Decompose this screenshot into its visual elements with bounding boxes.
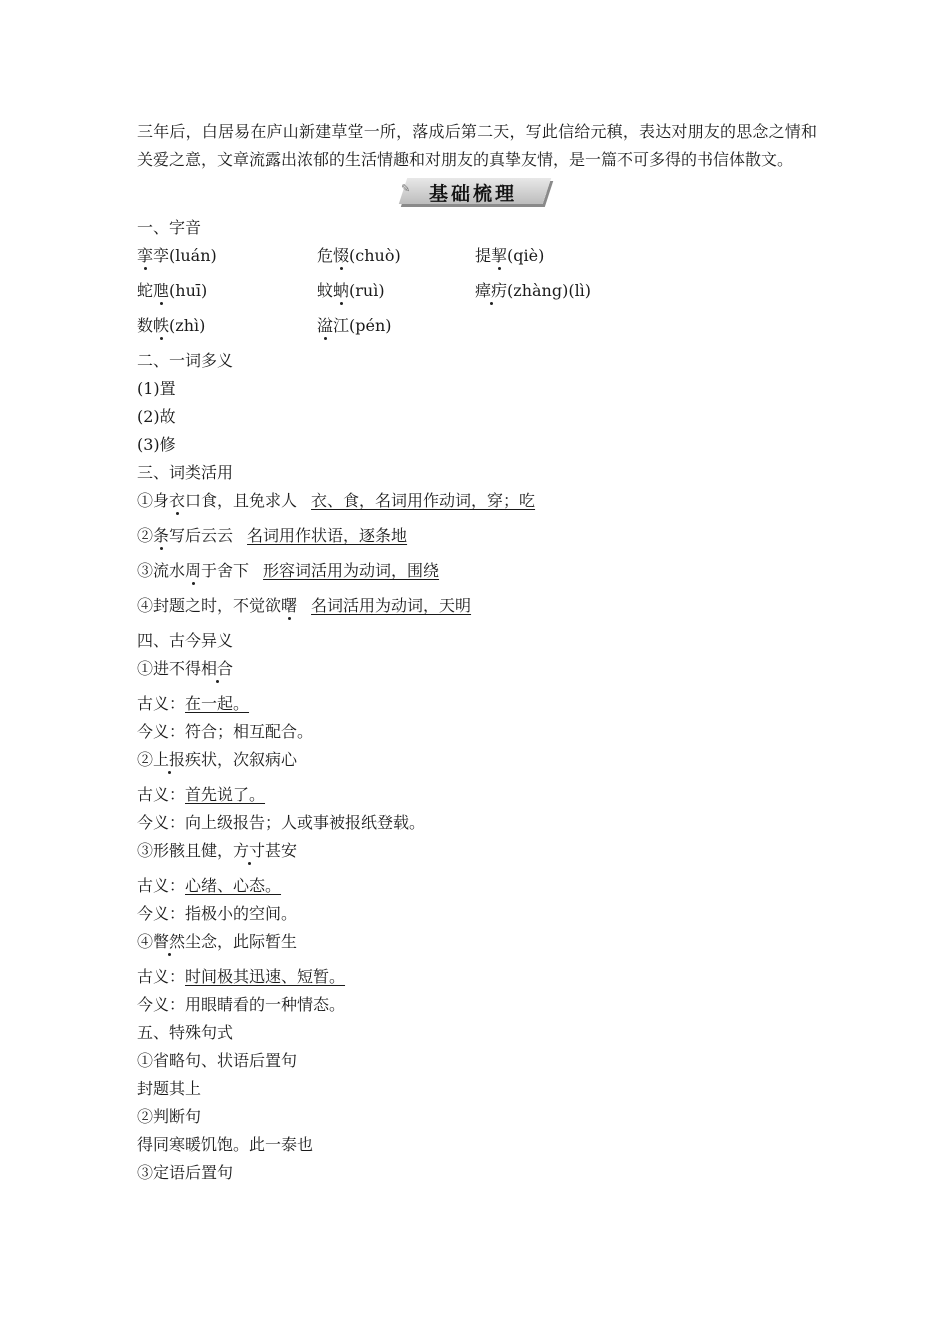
pron-item: 瘴疠(zhàng)(lì)	[475, 281, 592, 300]
meaning-item: ④瞥然尘念，此际暂生	[137, 932, 298, 951]
ancient-meaning: 古义：在一起。	[137, 694, 250, 713]
modern-meaning: 今义：用眼睛看的一种情态。	[137, 995, 346, 1014]
modern-meaning: 今义：向上级报告；人或事被报纸登载。	[137, 813, 426, 832]
pron-item: 挛孪(luán)	[137, 246, 217, 265]
meaning-item: ②上报疾状，次叙病心	[137, 750, 298, 769]
usage-item: ②条写后云云 名词用作状语，逐条地	[137, 526, 408, 545]
pron-item: 湓江(pén)	[317, 316, 392, 335]
answer: 形容词活用为动词，围绕	[263, 561, 440, 580]
usage-item: ①身衣口食，且免求人 衣、食，名词用作动词，穿；吃	[137, 491, 536, 510]
ancient-meaning: 古义：时间极其迅速、短暂。	[137, 967, 346, 986]
pronunciation-row	[137, 312, 817, 347]
pronunciation-row	[137, 242, 817, 277]
list-item: ②判断句	[137, 1107, 202, 1126]
list-item: ③定语后置句	[137, 1163, 234, 1182]
list-item: (2)故	[137, 407, 176, 426]
pron-item: 危惙(chuò)	[317, 246, 401, 265]
pronunciation-row	[137, 277, 817, 312]
list-item: (3)修	[137, 435, 176, 454]
answer: 衣、食，名词用作动词，穿；吃	[311, 491, 536, 510]
meaning-item: ①进不得相合	[137, 659, 234, 678]
section-title: 一、字音	[137, 218, 202, 237]
usage-item: ③流水周于舍下 形容词活用为动词，围绕	[137, 561, 440, 580]
document-page	[137, 118, 817, 1187]
answer: 名词活用为动词，天明	[311, 596, 472, 615]
section-title: 四、古今异义	[137, 631, 234, 650]
list-item: (1)置	[137, 379, 176, 398]
section-title: 二、一词多义	[137, 351, 234, 370]
section-banner	[137, 176, 817, 210]
pron-item: 数帙(zhì)	[137, 316, 206, 335]
ancient-meaning: 古义：心绪、心态。	[137, 876, 282, 895]
pron-item: 蛇虺(huī)	[137, 281, 208, 300]
ancient-meaning: 古义：首先说了。	[137, 785, 266, 804]
banner-decoration-icon: ✎	[401, 182, 411, 195]
list-item: 封题其上	[137, 1079, 202, 1098]
intro-paragraph: 三年后，白居易在庐山新建草堂一所，落成后第二天，写此信给元稹，表达对朋友的思念之情和关爱之意，文章流露出浓郁的生活情趣和对朋友的真挚友情，是一篇不可多得的书信体散文。	[137, 122, 817, 169]
section-title: 五、特殊句式	[137, 1023, 234, 1042]
modern-meaning: 今义：指极小的空间。	[137, 904, 298, 923]
banner-title: 基础梳理	[429, 183, 518, 205]
list-item: 得同寒暖饥饱。此一泰也	[137, 1135, 314, 1154]
list-item: ①省略句、状语后置句	[137, 1051, 298, 1070]
modern-meaning: 今义：符合；相互配合。	[137, 722, 314, 741]
meaning-item: ③形骸且健，方寸甚安	[137, 841, 298, 860]
section-title: 三、词类活用	[137, 463, 234, 482]
pron-item: 蚊蚋(ruì)	[317, 281, 385, 300]
answer: 名词用作状语，逐条地	[247, 526, 408, 545]
usage-item: ④封题之时，不觉欲曙 名词活用为动词，天明	[137, 596, 472, 615]
pron-item: 提挈(qiè)	[475, 246, 545, 265]
